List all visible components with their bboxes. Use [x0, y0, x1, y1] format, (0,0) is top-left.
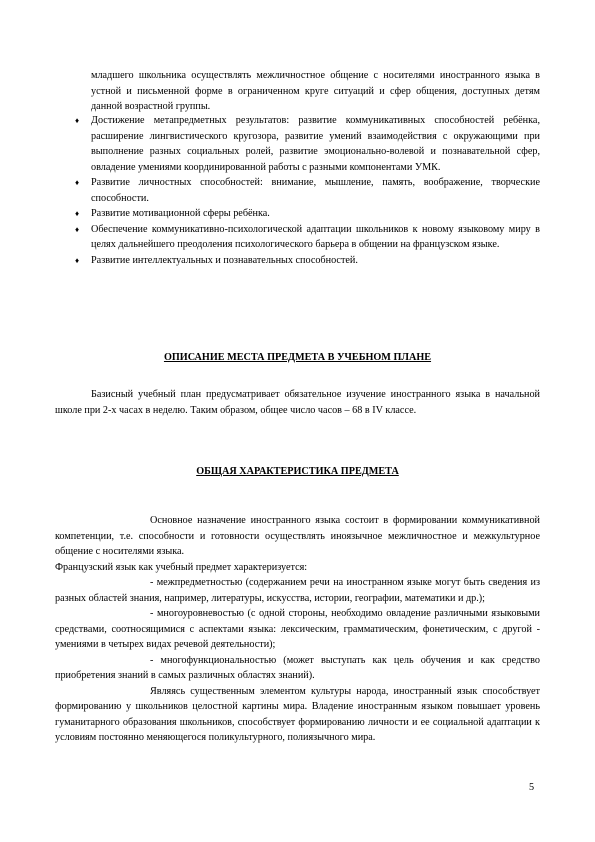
intro-paragraph: младшего школьника осуществлять межличностное общение с носителями иностранного языка в устной и письменной форме в ограниченном круге ситуаций и сфер общения, доступных детям данной возрастной группы.	[91, 70, 540, 112]
list-item: ♦ Развитие интеллектуальных и познавательных способностей.	[91, 253, 540, 269]
general-section-body	[55, 513, 540, 746]
paragraph-culture: Являясь существенным элементом культуры народа, иностранный язык способствует формированию у школьников целостной картины мира. Владение иностранным языком повышает уровень гуманитарного образования школьников, способствует формированию личности и ее социальной адаптации к условиям постоянно меняющегося поликультурного, полиязычного мира.	[55, 685, 540, 743]
diamond-bullet-icon: ♦	[75, 255, 80, 265]
paragraph-multifunctional: - многофункциональностью (может выступать как цель обучения и как средство приобретения знаний в самых различных областях знаний).	[55, 654, 540, 681]
list-item: ♦ Достижение метапредметных результатов: развитие коммуникативных способностей ребёнка, расширение лингвистического кругозора, развитие умений взаимодействия с окружающими при выполнение разных социальных ролей, развитие эмоционально-волевой и познавательной сфер, овладение умениями координированной работы с разными компонентами УМК.	[75, 115, 540, 173]
page-number: 5	[529, 782, 535, 793]
paragraph-multilevel: - многоуровневостью (с одной стороны, необходимо овладение различными языковыми средствами, соотносящимися с аспектами языка: лексическим, грамматическим, фонетическим, с другой - умениями в четырех видах речевой деятельности);	[55, 608, 540, 650]
goals-list	[75, 113, 540, 268]
diamond-bullet-icon: ♦	[75, 209, 80, 218]
paragraph-characterized: Французский язык как учебный предмет характеризуется:	[55, 561, 308, 573]
list-item: ♦ Развитие личностных способностей: внимание, мышление, память, воображение, творческие способности.	[75, 177, 540, 204]
list-item: ♦ Развитие мотивационной сферы ребёнка.	[91, 206, 540, 222]
paragraph-interdisciplinary: - межпредметностью (содержанием речи на иностранном языке могут быть сведения из разных областей знания, например, литературы, искусства, истории, географии, математики и др.);	[55, 577, 540, 604]
paragraph-purpose: Основное назначение иностранного языка состоит в формировании коммуникативной компетенции, т.е. способности и готовности осуществлять иноязычное межличностное и межкультурное общение с носителями языка.	[55, 515, 540, 557]
diamond-bullet-icon: ♦	[75, 116, 80, 125]
section-heading-general: ОБЩАЯ ХАРАКТЕРИСТИКА ПРЕДМЕТА	[196, 466, 399, 477]
section-heading-place: ОПИСАНИЕ МЕСТА ПРЕДМЕТА В УЧЕБНОМ ПЛАНЕ	[163, 352, 432, 363]
plan-paragraph: Базисный учебный план предусматривает обязательное изучение иностранного языка в начальной школе при 2-х часах в неделю. Таким образом, общее число часов – 68 в IV классе.	[55, 389, 540, 416]
diamond-bullet-icon: ♦	[75, 178, 80, 187]
diamond-bullet-icon: ♦	[75, 224, 80, 234]
list-item: ♦ Обеспечение коммуникативно-психологической адаптации школьников к новому языковому миру в целях дальнейшего преодоления психологического барьера в общении на французском языке.	[75, 223, 540, 250]
